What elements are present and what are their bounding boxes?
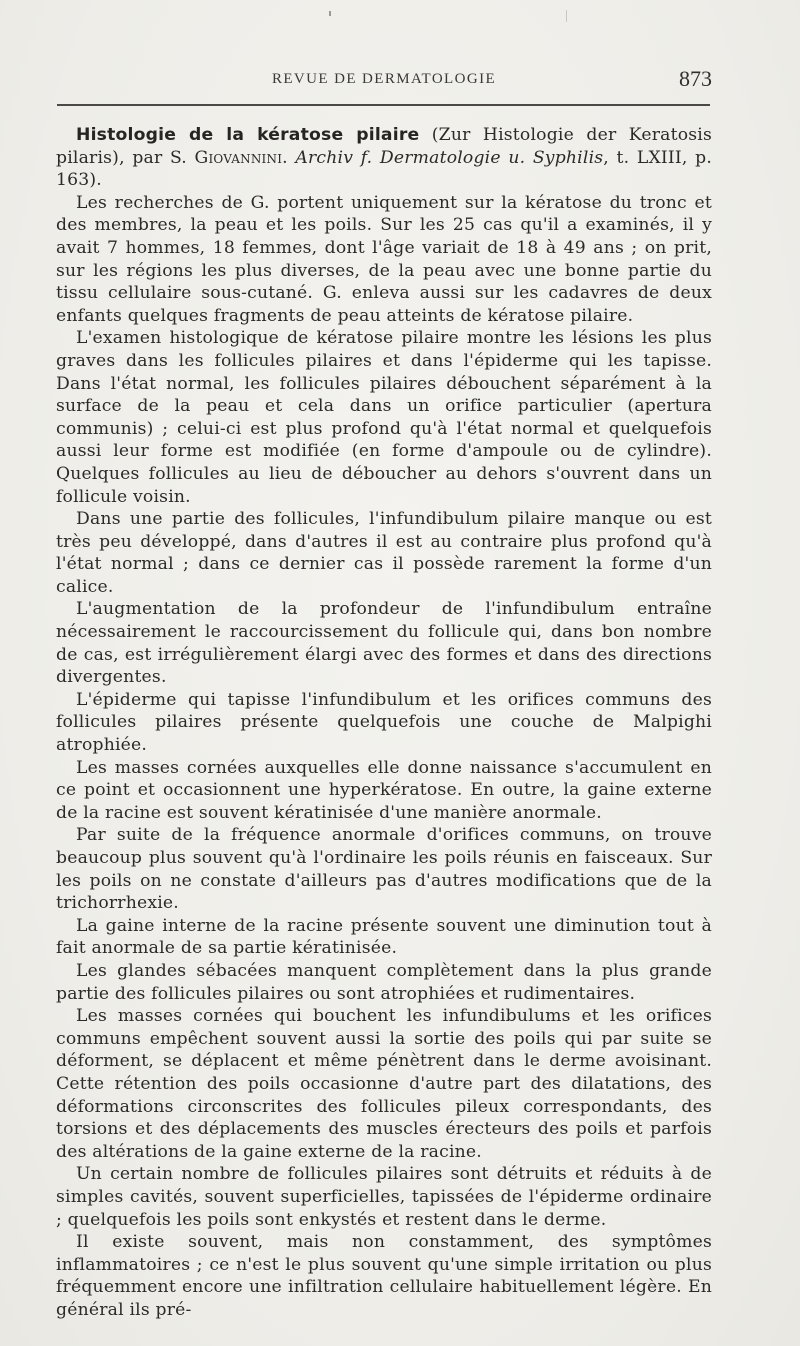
article-title: Histologie de la kératose pilaire [76, 125, 420, 145]
paragraph: Il existe souvent, mais non constamment, des symptômes inflammatoires ; ce n'est le plus souvent qu'une simple irritation ou plus fréquemment encore une infiltration cellulaire habituellement légère. En général ils pré- [56, 1232, 712, 1320]
paragraph: Un certain nombre de follicules pilaires sont détruits et réduits à de simples cavités, souvent superficielles, tapissées de l'épiderme ordinaire ; quelquefois les poils sont enkystés et restent dans le derme. [56, 1164, 712, 1230]
citation-text: (Zur Histologie der Keratosis pilaris), par S. [56, 125, 712, 168]
citation-text: . [282, 147, 296, 168]
paragraph: La gaine interne de la racine présente souvent une diminution tout à fait anormale de sa partie kératinisée. [56, 915, 712, 959]
paragraph: Les glandes sébacées manquent complètement dans la plus grande partie des follicules pilaires ou sont atrophiées et rudimentaires. [56, 960, 712, 1004]
article-body [56, 124, 712, 1321]
paragraph: Les masses cornées auxquelles elle donne naissance s'accumulent en ce point et occasionnent une hyperkératose. En outre, la gaine externe de la racine est souvent kératinisée d'une manière anormale. [56, 757, 712, 823]
running-header [56, 64, 712, 94]
paragraph: Dans une partie des follicules, l'infundibulum pilaire manque ou est très peu développé, dans d'autres il est au contraire plus profond qu'à l'état normal ; dans ce dernier cas il possède rarement la forme d'un calice. [56, 509, 712, 597]
print-speck [566, 10, 567, 22]
paragraph: Les masses cornées qui bouchent les infundibulums et les orifices communs empêchent souvent aussi la sortie des poils qui par suite se déforment, se déplacent et même pénètrent dans le derme avoisinant. Cette rétention des poils occasionne d'autre part des dilatations, des déformations circonscrites des follicules pileux correspondants, des torsions et des déplacements des muscles érecteurs des poils et parfois des altérations de la gaine externe de la racine. [56, 1006, 712, 1162]
paragraph: L'augmentation de la profondeur de l'infundibulum entraîne nécessairement le raccourcissement du follicule qui, dans bon nombre de cas, est irrégulièrement élargi avec des formes et dans des directions divergentes. [56, 599, 712, 688]
print-speck [329, 11, 331, 16]
journal-name: Archiv f. Dermatologie u. Syphilis [295, 147, 604, 168]
header-rule [57, 104, 710, 106]
author-name: Giovannini [194, 147, 283, 168]
article-citation [56, 124, 712, 192]
paragraph: L'examen histologique de kératose pilaire montre les lésions les plus graves dans les follicules pilaires et dans l'épiderme qui les tapisse. Dans l'état normal, les follicules pilaires débouchent séparément à la surface de la peau et cela dans un orifice particulier (apertura communis) ; celui-ci est plus profond qu'à l'état normal et quelquefois aussi leur forme est modifiée (en forme d'ampoule ou de cylindre). Quelques follicules au lieu de déboucher au dehors s'ouvrent dans un follicule voisin. [56, 328, 712, 507]
paragraph: Les recherches de G. portent uniquement sur la kératose du tronc et des membres, la peau et les poils. Sur les 25 cas qu'il a examinés, il y avait 7 hommes, 18 femmes, dont l'âge variait de 18 à 49 ans ; on prit, sur les régions les plus diverses, de la peau avec une bonne partie du tissu cellulaire sous-cutané. G. enleva aussi sur les cadavres de deux enfants quelques fragments de peau atteints de kératose pilaire. [56, 192, 712, 326]
citation-text: , t. LXIII, p. 163). [56, 147, 712, 191]
running-title: REVUE DE DERMATOLOGIE [271, 71, 497, 87]
paragraph: Par suite de la fréquence anormale d'orifices communs, on trouve beaucoup plus souvent qu'à l'ordinaire les poils réunis en faisceaux. Sur les poils on ne constate d'ailleurs pas d'autres modifications que de la trichorrhexie. [56, 825, 712, 914]
page-number: 873 [679, 66, 712, 91]
paragraph: L'épiderme qui tapisse l'infundibulum et les orifices communs des follicules pilaires présente quelquefois une couche de Malpighi atrophiée. [56, 689, 712, 756]
